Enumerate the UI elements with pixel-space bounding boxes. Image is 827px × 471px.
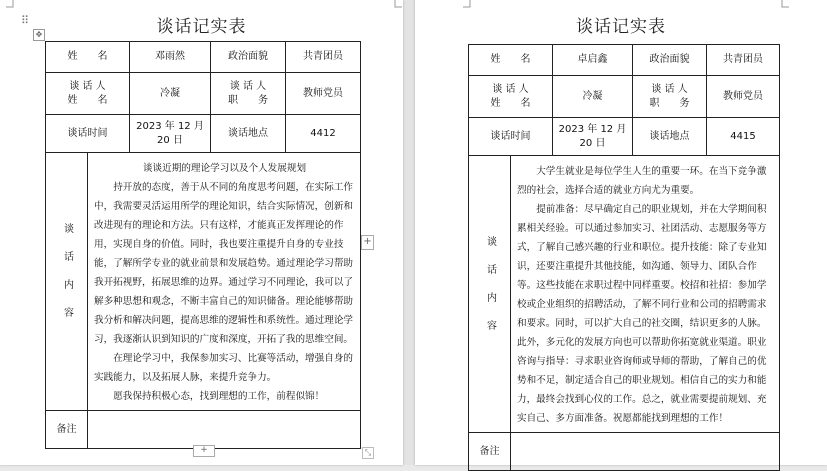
name-value[interactable]: 卓启鑫 (553, 45, 633, 76)
interviewer-name-label (46, 73, 130, 115)
place-value[interactable]: 4412 (286, 115, 361, 153)
place-value[interactable]: 4415 (707, 118, 780, 156)
table-resize-icon[interactable]: ⤡ (362, 447, 374, 459)
interviewer-position-value[interactable]: 教师党员 (707, 76, 780, 118)
time-value[interactable]: 2023 年 12 月 20 日 (130, 115, 211, 153)
content-label-text: 谈话内容 (484, 235, 496, 348)
page-corner-mark (463, 0, 471, 8)
place-label: 谈话地点 (633, 118, 707, 156)
content-title: 谈谈近期的理论学习以及个人发展规划 (142, 163, 307, 174)
political-value[interactable]: 共青团员 (707, 45, 780, 76)
name-label: 姓 名 (469, 45, 553, 76)
time-label: 谈话时间 (469, 118, 553, 156)
content-label (469, 156, 511, 433)
name-value[interactable]: 邓雨然 (130, 42, 211, 73)
content-body[interactable] (88, 153, 361, 411)
document-page-right (415, 0, 827, 465)
page-title: 谈话记实表 (576, 17, 666, 37)
document-page-left (0, 0, 403, 465)
remark-label: 备注 (469, 433, 511, 471)
table-move-icon[interactable]: ✥ (33, 29, 45, 41)
content-paragraph: 在理论学习中，我保参加实习、比赛等活动，增强自身的实践能力，以及拓展人脉，来提升竞争力。 (94, 353, 354, 383)
page-corner-mark (781, 0, 789, 8)
political-label: 政治面貌 (633, 45, 707, 76)
page-gap (403, 0, 415, 465)
content-paragraph: 愿我保持积极心态，找到理想的工作，前程似锦！ (113, 391, 325, 402)
page-title: 谈话记实表 (156, 17, 247, 37)
page-corner-mark (394, 0, 402, 8)
content-label-text: 谈话内容 (61, 223, 73, 335)
interviewer-position-label-line2: 职 务 (228, 94, 268, 106)
name-label: 姓 名 (46, 42, 130, 73)
interviewer-position-label-line2: 职 务 (649, 97, 690, 109)
interviewer-position-label (633, 76, 707, 118)
interviewer-position-label (211, 73, 286, 115)
content-paragraph: 大学生就业是每位学生人生的重要一环。在当下竞争激烈的社会，选择合适的就业方向尤为重要。 (517, 166, 767, 196)
content-paragraph: 提前准备：尽早确定自己的职业规划，并在大学期间积累相关经验。可以通过参加实习、社团活动、志愿服务等方式，了解自己感兴趣的行业和职位。提升技能：除了专业知识，还要注重提升其他技能，如沟通、领导力、团队合作等。这些技能在求职过程中同样重要。校招和社招：参加学校或企业组织的招聘活动，了解不同行业和公司的招聘需求和要求。同时，可以扩大自己的社交圈，结识更多的人脉。此外，多元化的发展方向也可以帮助你拓宽就业渠道。职业咨询与指导：寻求职业咨询师或导师的帮助，了解自己的优势和不足，制定适合自己的职业规划。相信自己的实力和能力，最终会找到心仪的工作。总之，就业需要提前规划、充实自己、多方面准备。祝愿都能找到理想的工作！ (517, 204, 767, 424)
interviewer-position-label-line1: 谈 话 人 (651, 83, 688, 95)
interviewer-position-label-line1: 谈 话 人 (229, 80, 267, 92)
drag-handle-icon[interactable]: ⠿ (21, 14, 30, 27)
political-value[interactable]: 共青团员 (286, 42, 361, 73)
remark-label: 备注 (46, 411, 88, 449)
interviewer-name-label-line2: 姓 名 (490, 97, 531, 109)
interviewer-name-label-line1: 谈 话 人 (69, 80, 106, 92)
add-row-button[interactable]: + (193, 445, 215, 457)
interviewer-position-value[interactable]: 教师党员 (286, 73, 361, 115)
page-corner-mark (6, 0, 14, 8)
content-paragraph: 持开放的态度，善于从不同的角度思考问题，在实际工作中，我需要灵活运用所学的理论知识，结合实际情况，创新和改进现有的理论和方法。只有这样，才能真正发挥理论的作用，实现自身的价值。同时，我也要注重提升自身的专业技能，了解所学专业的就业前景和发展趋势。通过理论学习帮助我开拓视野，拓展思维的边界。通过学习不同理论，我可以了解多种思想和观念，不断丰富自己的知识储备。理论能够帮助我分析和解决问题，提高思维的逻辑性和系统性。通过理论学习，我逐渐认识到知识的广度和深度，开拓了我的思维空间。 (94, 182, 354, 345)
interviewer-name-value[interactable]: 冷凝 (553, 76, 633, 118)
remark-value[interactable] (88, 411, 361, 449)
interviewer-name-label-line1: 谈 话 人 (492, 83, 529, 95)
interviewer-name-value[interactable]: 冷凝 (130, 73, 211, 115)
content-body[interactable] (511, 156, 780, 433)
interviewer-name-label-line2: 姓 名 (67, 94, 108, 106)
content-label (46, 153, 88, 411)
time-label: 谈话时间 (46, 115, 130, 153)
record-table (45, 41, 361, 449)
record-table (468, 44, 780, 471)
time-value[interactable]: 2023 年 12 月 20 日 (553, 118, 633, 156)
place-label: 谈话地点 (211, 115, 286, 153)
add-column-button[interactable]: + (361, 235, 374, 250)
interviewer-name-label (469, 76, 553, 118)
political-label: 政治面貌 (211, 42, 286, 73)
